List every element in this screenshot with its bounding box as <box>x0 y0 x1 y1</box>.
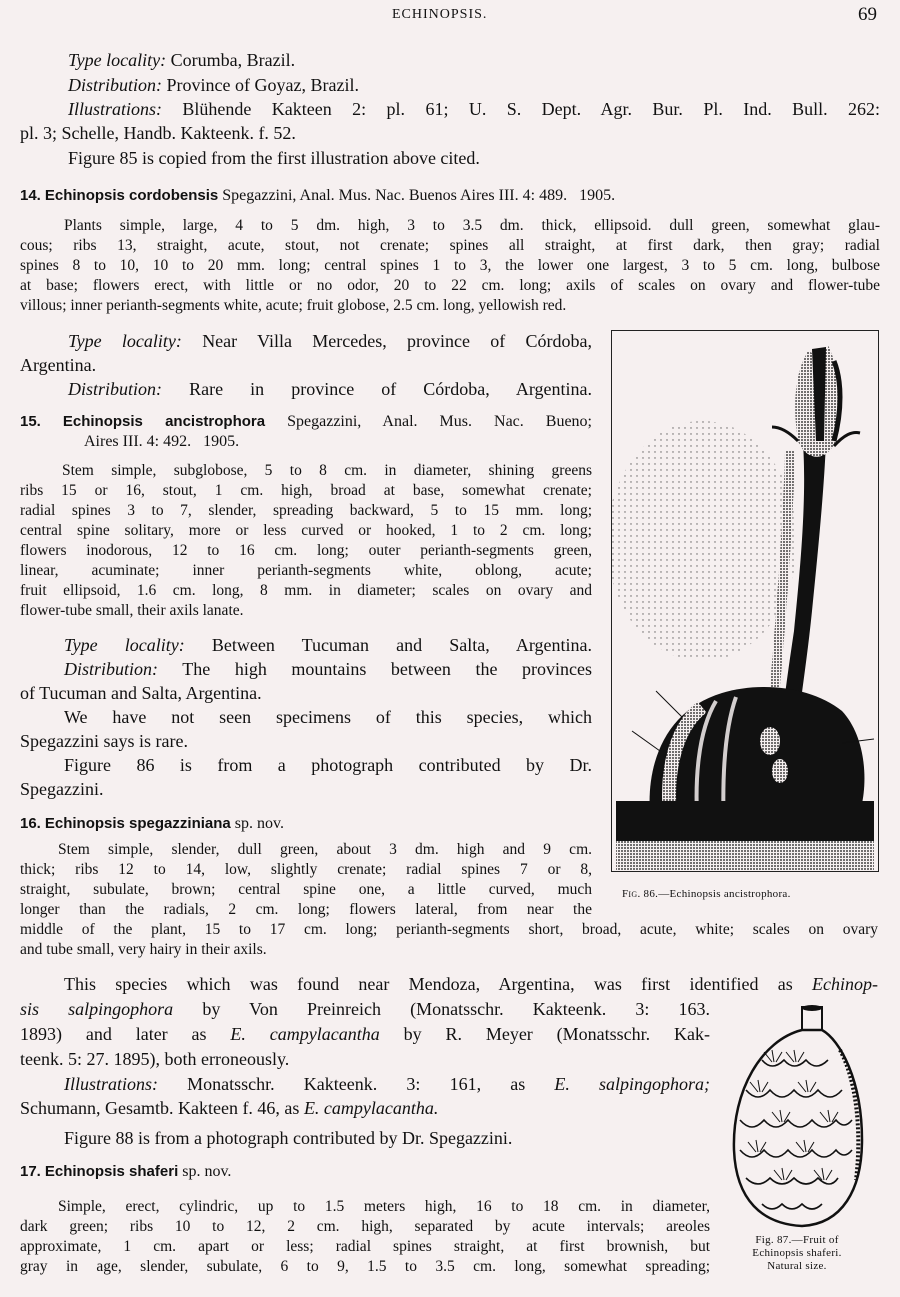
species-15-desc-line: flowers inodorous, 12 to 16 cm. long; outer perianth-segments green, <box>20 542 592 559</box>
type-locality-label: Type locality: <box>68 331 182 351</box>
page-number: 69 <box>858 4 877 25</box>
species-16-desc-line: Stem simple, slender, dull green, about 3 dm. high and 9 cm. <box>58 841 592 858</box>
illustrations-value: Blühende Kakteen 2: pl. 61; U. S. Dept. Agr. Bur. Pl. Ind. Bull. 262: <box>182 99 881 119</box>
illustrations-line <box>68 98 880 120</box>
species-name: Echinopsis spegazziniana <box>44 815 231 832</box>
species-16-desc-line: longer than the radials, 2 cm. long; flowers lateral, from near the <box>20 901 592 918</box>
figure-85-note: Figure 85 is copied from the first illustration above cited. <box>68 148 480 168</box>
species-17-desc-line: Simple, erect, cylindric, up to 1.5 meters high, 16 to 18 cm. in diameter, <box>58 1198 710 1215</box>
remark-text: by R. Meyer (Monatsschr. Kak- <box>379 1024 710 1044</box>
illustrations-text: Monatsschr. Kakteenk. 3: 161, as <box>187 1074 555 1094</box>
species-name: Echinopsis shaferi <box>44 1163 179 1180</box>
running-head <box>0 4 900 26</box>
species-16-desc-line: thick; ribs 12 to 14, low, slightly crenate; radial spines 7 or 8, <box>20 861 592 878</box>
species-15-desc-line: central spine solitary, more or less curved or hooked, 1 to 2 cm. long; <box>20 522 592 539</box>
species-14-desc-line: at base; flowers erect, with little or no odor, 20 to 22 cm. long; axils of scales on ovary and flower-tube <box>20 277 880 294</box>
species-citation: Spegazzini, Anal. Mus. Nac. Buenos Aires III. 4: 489. 1905. <box>222 187 616 204</box>
figure-caption-text: —Echinopsis ancistrophora. <box>658 888 791 900</box>
species-15-desc-line: ribs 15 or 16, stout, 1 cm. high, broad at base, somewhat crenate; <box>20 482 592 499</box>
species-17-desc-line: approximate, 1 cm. apart or less; radial spines straight, at first brownish, but <box>20 1238 710 1255</box>
species-14-type-locality-2: Argentina. <box>20 355 97 375</box>
distribution-value: Rare in province of Córdoba, Argentina. <box>189 379 593 399</box>
species-citation: sp. nov. <box>234 815 284 832</box>
species-16-desc-line: middle of the plant, 15 to 17 cm. long; perianth-segments short, broad, acute, white; scales on ovary <box>20 921 878 938</box>
species-15-citation-2: Aires III. 4: 492. 1905. <box>84 433 240 450</box>
species-14-desc-line: villous; inner perianth-segments white, acute; fruit globose, 2.5 cm. long, yellowish red. <box>20 297 567 314</box>
figure-86-note: Figure 86 is from a photograph contributed by Dr. <box>64 755 592 775</box>
remark-text: 1893) and later as <box>20 1024 231 1044</box>
type-locality-label: Type locality: <box>68 50 167 70</box>
species-15-desc-line: flower-tube small, their axils lanate. <box>20 602 244 619</box>
figure-86-note-2: Spegazzini. <box>20 779 104 799</box>
illustrations-line-2: pl. 3; Schelle, Handb. Kakteenk. f. 52. <box>20 123 296 143</box>
species-16-heading <box>20 813 284 835</box>
species-number: 16. <box>20 815 41 832</box>
species-16-illustrations <box>64 1073 710 1095</box>
species-citation: sp. nov. <box>182 1163 232 1180</box>
species-16-desc-line: straight, subulate, brown; central spine one, a little curved, much <box>20 881 592 898</box>
illustrations-italic: E. campylacantha. <box>303 1098 439 1118</box>
caption-line: Natural size. <box>767 1260 827 1272</box>
species-14-desc-line: Plants simple, large, 4 to 5 dm. high, 3 to 3.5 dm. thick, ellipsoid. dull green, somewhat glau- <box>64 217 880 234</box>
distribution-label: Distribution: <box>68 75 163 95</box>
remark-text: by Von Preinreich (Monatsschr. Kakteenk. 3: 163. <box>173 999 710 1019</box>
species-number: 17. <box>20 1163 41 1180</box>
remark-italic: E. campylacantha <box>230 1024 380 1044</box>
distribution-label: Distribution: <box>64 659 159 679</box>
running-title: ECHINOPSIS. <box>392 7 488 22</box>
figure-87-drawing <box>722 1000 872 1230</box>
illustrations-text: Schumann, Gesamtb. Kakteen f. 46, as <box>20 1098 304 1118</box>
species-14-heading <box>20 185 615 207</box>
remark-italic: sis salpingophora <box>20 999 174 1019</box>
species-15-distribution-2: of Tucuman and Salta, Argentina. <box>20 683 262 703</box>
species-name: Echinopsis ancistrophora <box>62 413 266 430</box>
species-14-desc-line: cous; ribs 13, straight, acute, stout, not crenate; spines all straight, at first dark, then gray; radial <box>20 237 880 254</box>
species-name: Echinopsis cordobensis <box>44 187 219 204</box>
figure-88-note: Figure 88 is from a photograph contributed by Dr. Spegazzini. <box>64 1128 513 1148</box>
remark-text: This species which was found near Mendoza, Argentina, was first identified as <box>64 974 813 994</box>
cactus-photo-icon <box>612 331 878 871</box>
type-locality-value: Between Tucuman and Salta, Argentina. <box>211 635 592 655</box>
species-16-remark-4: teenk. 5: 27. 1895), both erroneously. <box>20 1049 290 1069</box>
figure-87-caption <box>734 1234 860 1273</box>
species-16-illustrations-2 <box>20 1097 438 1119</box>
remark-italic: Echinop- <box>812 974 878 994</box>
species-15-desc-line: linear, acuminate; inner perianth-segments white, oblong, acute; <box>20 562 592 579</box>
species-15-distribution <box>64 658 592 680</box>
species-17-heading <box>20 1161 231 1183</box>
figure-label: Fig. 86. <box>622 888 659 900</box>
illustrations-label: Illustrations: <box>68 99 163 119</box>
species-15-note-2: Spegazzini says is rare. <box>20 731 188 751</box>
species-16-desc-line: and tube small, very hairy in their axils. <box>20 941 267 958</box>
distribution-label: Distribution: <box>68 379 163 399</box>
species-number: 14. <box>20 187 41 204</box>
species-15-desc-line: Stem simple, subglobose, 5 to 8 cm. in diameter, shining greens <box>62 462 592 479</box>
caption-line: Echinopsis shaferi. <box>752 1247 842 1259</box>
species-16-remark-3 <box>20 1023 710 1045</box>
figure-86-caption <box>622 888 791 900</box>
species-15-note: We have not seen specimens of this species, which <box>64 707 592 727</box>
illustrations-italic: E. salpingophora; <box>554 1074 711 1094</box>
type-locality-value: Near Villa Mercedes, province of Córdoba, <box>202 331 593 351</box>
figure-86-photo <box>611 330 879 872</box>
species-16-remark <box>64 973 878 995</box>
caption-line: Fig. 87.—Fruit of <box>755 1234 839 1246</box>
species-14-type-locality <box>68 330 592 352</box>
species-citation: Spegazzini, Anal. Mus. Nac. Bueno; <box>287 413 592 430</box>
distribution-value: The high mountains between the provinces <box>182 659 592 679</box>
species-14-distribution <box>68 378 592 400</box>
species-15-desc-line: fruit ellipsoid, 1.6 cm. long, 8 mm. in diameter; scales on ovary and <box>20 582 592 599</box>
species-15-heading <box>20 411 592 433</box>
illustrations-label: Illustrations: <box>64 1074 159 1094</box>
distribution-line <box>68 74 359 96</box>
type-locality-label: Type locality: <box>64 635 185 655</box>
type-locality-value: Corumba, Brazil. <box>170 50 296 70</box>
cactus-fruit-icon <box>722 1000 872 1230</box>
species-15-desc-line: radial spines 3 to 7, slender, spreading backward, 5 to 15 mm. long; <box>20 502 592 519</box>
species-15-type-locality <box>64 634 592 656</box>
species-number: 15. <box>20 413 41 430</box>
species-17-desc-line: dark green; ribs 10 to 12, 2 cm. high, separated by acute intervals; areoles <box>20 1218 710 1235</box>
species-14-desc-line: spines 8 to 10, 10 to 20 mm. long; central spines 1 to 3, the lower one largest, 3 to 5 cm. long, bulbose <box>20 257 880 274</box>
type-locality-line <box>68 49 295 71</box>
distribution-value: Province of Goyaz, Brazil. <box>166 75 359 95</box>
species-17-desc-line: gray in age, slender, subulate, 6 to 9, 1.5 to 3.5 cm. long, somewhat spreading; <box>20 1258 710 1275</box>
species-16-remark-2 <box>20 998 710 1020</box>
